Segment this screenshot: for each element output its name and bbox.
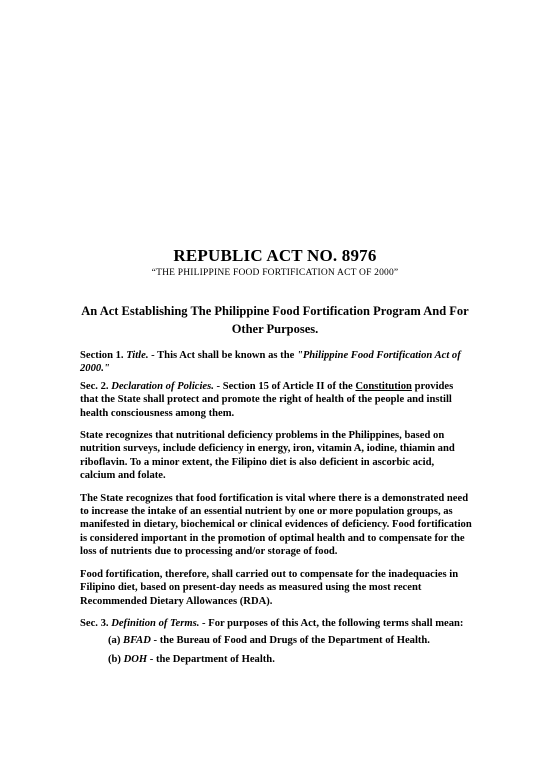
section-1-label: Section 1. — [80, 350, 124, 361]
paragraph-food-fortification: The State recognizes that food fortification is vital where there is a demonstrated need to increase the intake of an essential nutrient by one or more population groups, as manifested in dietary, biochemical or clinical evidences of deficiency. Food fortification is considered important in the promotion of optimal health and to compensate for the loss of nutrients due to processing and/or storage of food. — [80, 492, 472, 558]
document-subtitle: “THE PHILIPPINE FOOD FORTIFICATION ACT OF 2000” — [151, 268, 399, 278]
section-3 — [80, 617, 472, 630]
act-description: An Act Establishing The Philippine Food Fortification Program And For Other Purposes. — [81, 304, 469, 336]
term-marker: (b) — [108, 653, 124, 665]
section-2-label: Sec. 2. — [80, 380, 109, 392]
term-doh — [108, 653, 472, 666]
term-definition: - the Bureau of Food and Drugs of the Department of Health. — [150, 635, 430, 647]
section-1 — [80, 349, 472, 376]
constitution-link[interactable]: Constitution — [355, 380, 412, 392]
term-bfad — [108, 634, 472, 647]
section-1-heading: Title. — [126, 350, 149, 361]
section-1-quoted-title: "Philippine Food Fortification Act of 2000." — [80, 350, 461, 375]
section-3-label: Sec. 3. — [80, 617, 109, 629]
section-2-text-after: provides that the State shall protect and promote the right of health of the people and instill health consciousness among them. — [80, 380, 454, 419]
section-2-text-before: - Section 15 of Article II of the — [213, 380, 356, 392]
term-definition: - the Department of Health. — [147, 653, 275, 665]
act-body — [80, 349, 472, 671]
document-title: REPUBLIC ACT NO. 8976 — [173, 246, 377, 265]
term-name: BFAD — [123, 635, 151, 647]
section-1-text: - This Act shall be known as the — [148, 350, 297, 361]
section-3-text: - For purposes of this Act, the following terms shall mean: — [199, 617, 464, 629]
term-marker: (a) — [108, 635, 124, 647]
term-name: DOH — [123, 653, 148, 665]
section-2-heading: Declaration of Policies. — [111, 380, 214, 392]
paragraph-nutritional-deficiency: State recognizes that nutritional deficiency problems in the Philippines, based on nutrition surveys, include deficiency in energy, iron, vitamin A, iodine, thiamin and riboflavin. To a minor extent, the Filipino diet is also deficient in ascorbic acid, calcium and folate. — [80, 430, 455, 482]
paragraph-rda: Food fortification, therefore, shall carried out to compensate for the inadequacies in Filipino diet, based on present-day needs as measured using the most recent Recommended Dietary Allowances (RDA). — [80, 568, 459, 607]
section-3-heading: Definition of Terms. — [111, 617, 200, 629]
section-2 — [80, 380, 472, 420]
